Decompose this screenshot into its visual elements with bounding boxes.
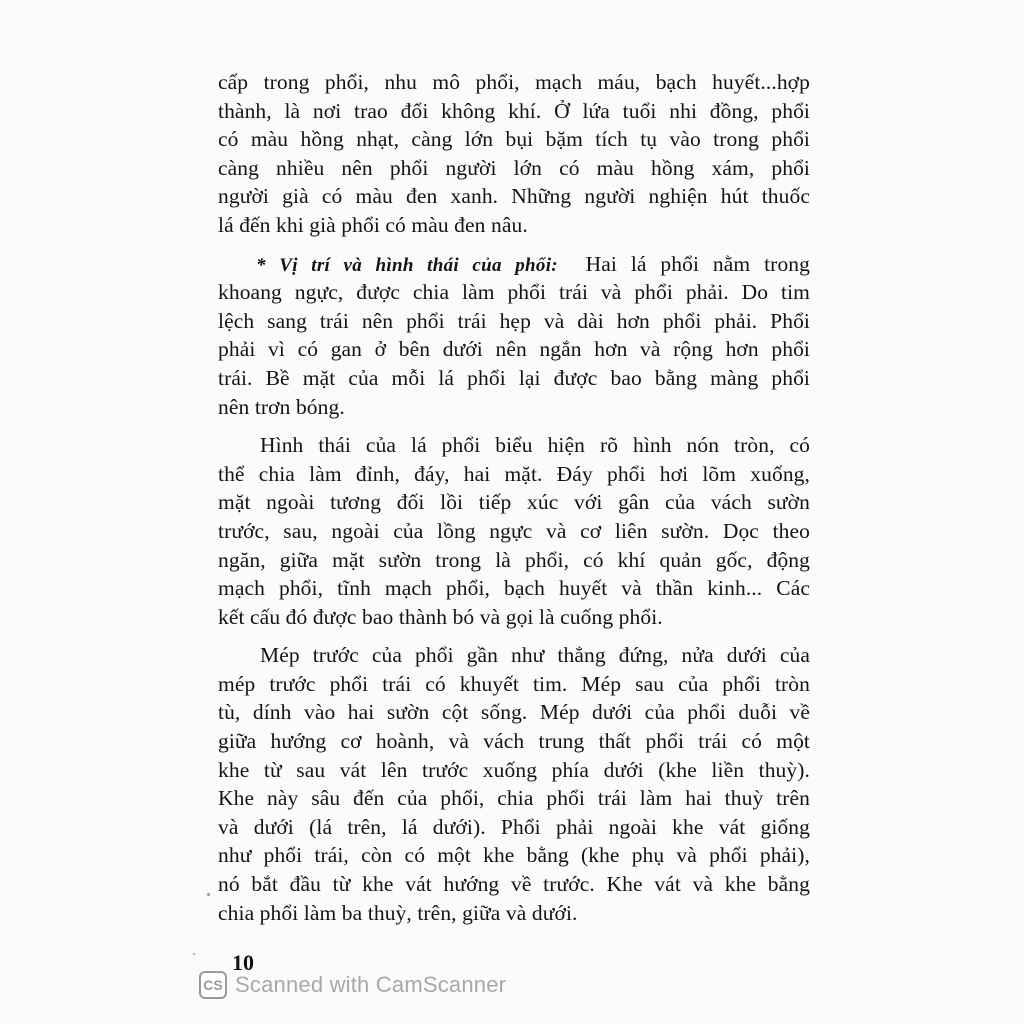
text-line: lệch sang trái nên phổi trái hẹp và dài hơn phổi phải. Phổi xyxy=(218,308,810,333)
paragraph-spacer xyxy=(218,240,810,250)
paragraph-2 xyxy=(218,250,810,422)
text-line: mặt ngoài tương đối lồi tiếp xúc với gân của vách sườn xyxy=(218,490,810,515)
text-line: giữa hướng cơ hoành, và vách trung thất phổi trái có một xyxy=(218,729,810,754)
text-line: nên trơn bóng. xyxy=(218,394,345,419)
paragraph-spacer xyxy=(218,421,810,431)
scan-speck xyxy=(207,893,210,896)
text-line: thành, là nơi trao đổi không khí. Ở lứa tuổi nhi đồng, phổi xyxy=(218,98,810,123)
body-text xyxy=(218,68,810,927)
text-line: càng nhiều nên phổi người lớn có màu hồng xám, phổi xyxy=(218,155,810,180)
text-line: người già có màu đen xanh. Những người nghiện hút thuốc xyxy=(218,184,810,209)
text-line: mạch phổi, tĩnh mạch phổi, bạch huyết và thần kinh... Các xyxy=(218,576,810,601)
page-number: 10 xyxy=(232,950,254,975)
text-line: trái. Bề mặt của mỗi lá phổi lại được bao bằng màng phổi xyxy=(218,365,810,390)
watermark-text: Scanned with CamScanner xyxy=(235,972,507,997)
text-line: cấp trong phổi, nhu mô phổi, mạch máu, bạch huyết...hợp xyxy=(218,70,810,94)
text-line: Hình thái của lá phổi biểu hiện rõ hình nón tròn, có xyxy=(260,433,810,458)
heading-line xyxy=(218,250,810,279)
text-line: nó bắt đầu từ khe vát hướng về trước. Khe vát và khe bằng xyxy=(218,872,810,897)
text-line: tù, dính vào hai sườn cột sống. Mép dưới của phổi duỗi về xyxy=(218,700,810,725)
text-line: chia phổi làm ba thuỳ, trên, giữa và dưới. xyxy=(218,900,578,925)
text-line: có màu hồng nhạt, càng lớn bụi bặm tích tụ vào trong phổi xyxy=(218,127,810,152)
text-line: mép trước phổi trái có khuyết tim. Mép sau của phổi tròn xyxy=(218,671,810,696)
text-line: kết cấu đó được bao thành bó và gọi là cuống phổi. xyxy=(218,604,663,629)
text-line: khoang ngực, được chia làm phổi trái và phổi phải. Do tim xyxy=(218,280,810,305)
camscanner-watermark xyxy=(199,968,506,1002)
text-line: và dưới (lá trên, lá dưới). Phổi phải ngoài khe vát giống xyxy=(218,814,810,839)
paragraph-spacer xyxy=(218,631,810,641)
text-line: khe từ sau vát lên trước xuống phía dưới (khe liền thuỳ). xyxy=(218,757,810,782)
paragraph-3 xyxy=(218,431,810,631)
text-line: phải vì có gan ở bên dưới nên ngắn hơn và rộng hơn phổi xyxy=(218,337,810,362)
text-line: thể chia làm đỉnh, đáy, hai mặt. Đáy phổi hơi lõm xuống, xyxy=(218,461,810,486)
heading-line-rest: Hai lá phổi nằm trong xyxy=(585,251,810,276)
text-line: trước, sau, ngoài của lồng ngực và cơ liên sườn. Dọc theo xyxy=(218,518,810,543)
section-heading: * Vị trí và hình thái của phổi: xyxy=(256,254,558,276)
text-line: ngăn, giữa mặt sườn trong là phổi, có khí quản gốc, động xyxy=(218,547,810,572)
text-line: Khe này sâu đến của phổi, chia phổi trái làm hai thuỳ trên xyxy=(218,786,810,811)
text-line: Mép trước của phổi gần như thẳng đứng, nửa dưới của xyxy=(260,643,810,668)
paragraph-4 xyxy=(218,641,810,927)
paragraph-1 xyxy=(218,68,810,240)
text-line: lá đến khi già phổi có màu đen nâu. xyxy=(218,212,528,237)
text-line: như phổi trái, còn có một khe bằng (khe phụ và phổi phải), xyxy=(218,843,810,868)
scan-speck xyxy=(193,953,195,955)
camscanner-logo-icon: CS xyxy=(199,971,227,999)
